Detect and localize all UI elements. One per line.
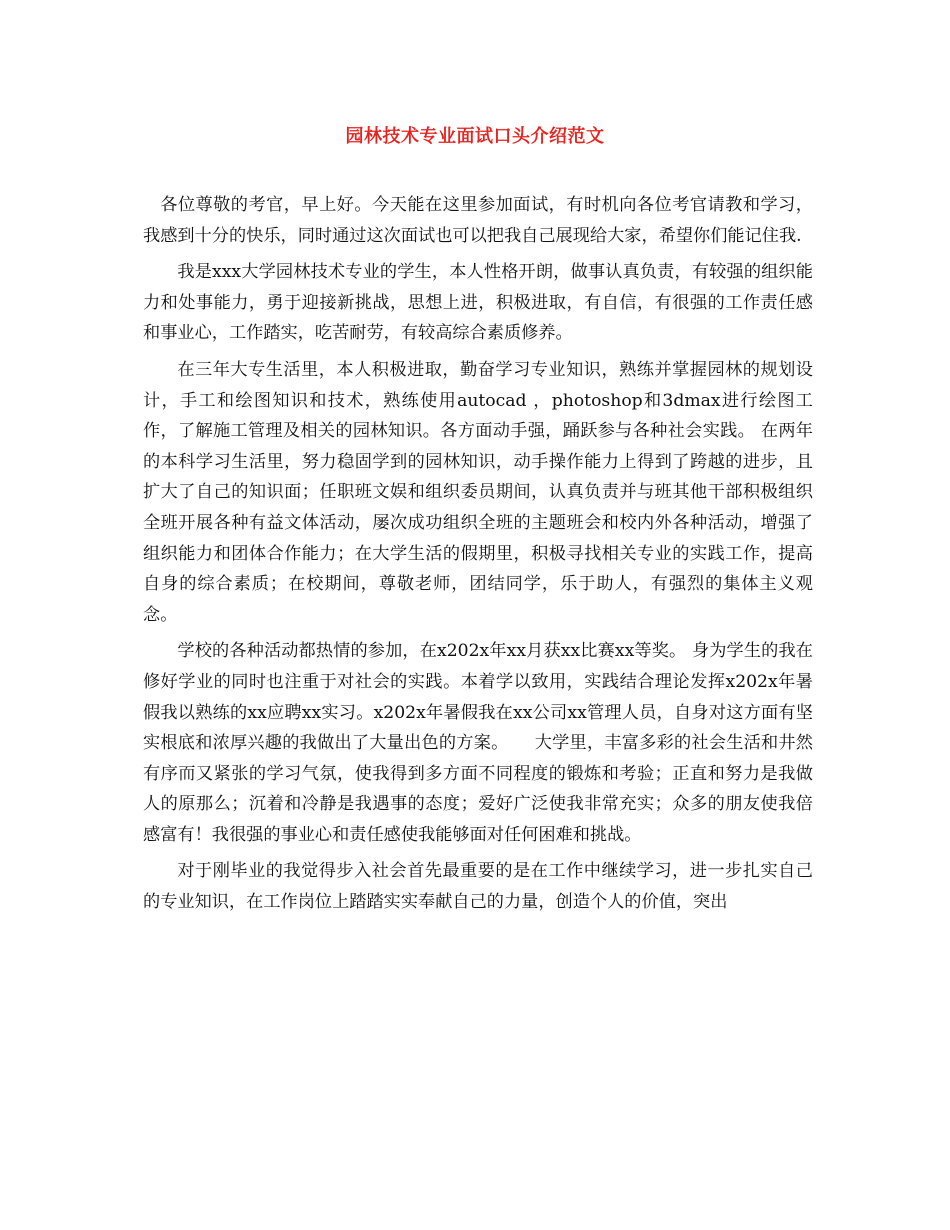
paragraph-self-intro: 我是xxx大学园林技术专业的学生，本人性格开朗，做事认真负责，有较强的组织能力和处事能力，勇于迎接新挑战，思想上进，积极进取，有自信，有很强的工作责任感和事业心，工作踏实，吃苦耐劳，有较高综合素质修养。: [143, 262, 813, 344]
paragraph-career-outlook: 对于刚毕业的我觉得步入社会首先最重要的是在工作中继续学习，进一步扎实自己的专业知识，在工作岗位上踏踏实实奉献自己的力量，创造个人的价值，突出: [143, 861, 813, 913]
paragraph-greeting: 各位尊敬的考官，早上好。今天能在这里参加面试，有时机向各位考官请教和学习，我感到十分的快乐，同时通过这次面试也可以把我自己展现给大家，希望你们能记住我.: [143, 195, 813, 246]
paragraph-activities-practice: 学校的各种活动都热情的参加，在x202x年xx月获xx比赛xx等奖。 身为学生的我在修好学业的同时也注重于对社会的实践。本着学以致用，实践结合理论发挥x202x年暑假我以熟练的xx应聘xx实习。x202x年暑假我在xx公司xx管理人员，自身对这方面有坚实根底和浓厚兴趣的我做出了大量出色的方案。 大学里，丰富多彩的社会生活和井然有序而又紧张的学习气氛，使我得到多方面不同程度的锻炼和考验；正直和努力是我做人的原那么；沉着和冷静是我遇事的态度；爱好广泛使我非常充实；众多的朋友使我倍感富有！我很强的事业心和责任感使我能够面对任何困难和挑战。: [143, 641, 813, 845]
paragraph-study-experience: 在三年大专生活里，本人积极进取，勤奋学习专业知识，熟练并掌握园林的规划设计，手工和绘图知识和技术，熟练使用autocad ，photoshop和3dmax进行绘图工作，了解施工管理及相关的园林知识。各方面动手强，踊跃参与各种社会实践。 在两年的本科学习生活里，努力稳固学到的园林知识，动手操作能力上得到了跨越的进步，且扩大了自己的知识面；任职班文娱和组织委员期间，认真负责并与班其他干部积极组织全班开展各种有益文体活动，屡次成功组织全班的主题班会和校内外各种活动，增强了组织能力和团体合作能力；在大学生活的假期里，积极寻找相关专业的实践工作，提高自身的综合素质；在校期间，尊敬老师，团结同学，乐于助人，有强烈的集体主义观念。: [143, 359, 813, 625]
document-title: 园林技术专业面试口头介绍范文: [345, 126, 605, 147]
document-body: [143, 190, 813, 924]
